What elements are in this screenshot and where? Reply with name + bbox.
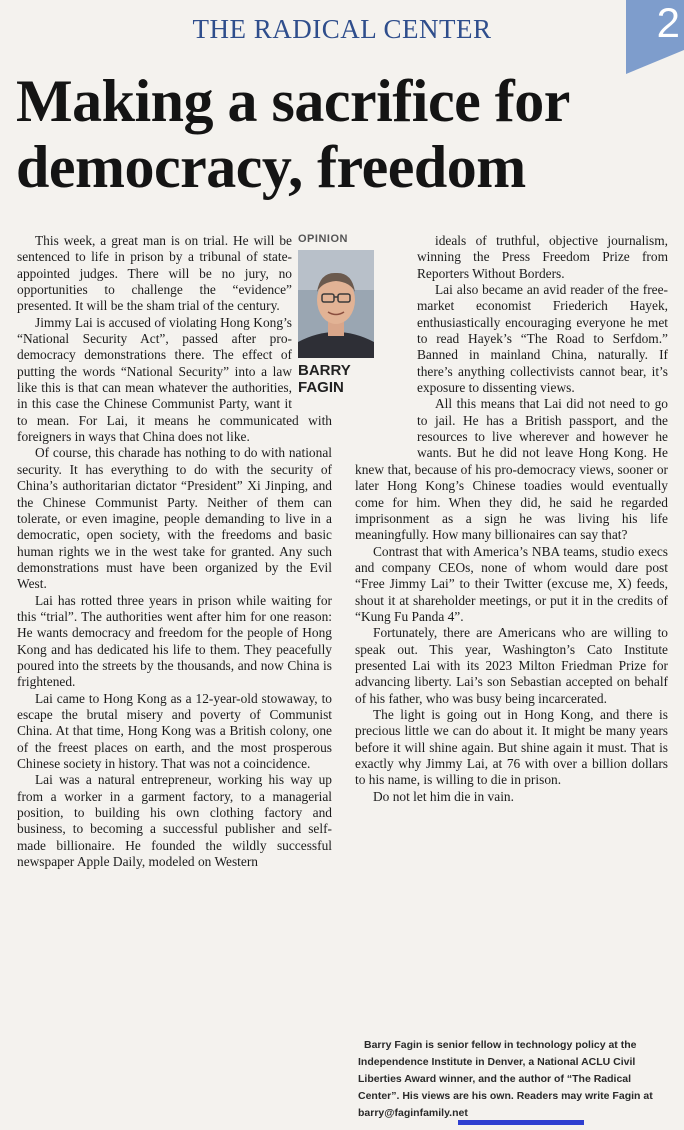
paragraph: All this means that Lai did not need to go to jail. He has a British passport, and the resources to live wherever and however he wants. But he did not leave Hong Kong. He knew that, because of his pro-democracy views, sooner or later Hong Kong’s Chinese toadies would eventually come for him. When they did, he said he regarded imprisonment as a sign he was living his life meaningfully. How many billionaires can say that? bbox=[355, 396, 668, 543]
author-email-link[interactable]: barry@faginfamily.net bbox=[358, 1107, 468, 1119]
page-number: 2 bbox=[656, 0, 680, 46]
paragraph: Of course, this charade has nothing to do with national security. It has everything to do with the security of China’s authoritarian dictator “President” Xi Jinping, and the Chinese Communist Party. Neither of them can tolerate, or even imagine, people demanding to live in a democratic, open society, with the freedoms and basic human rights we in the west take for granted. Any such demonstrations must have been organized by the Evil West. bbox=[17, 445, 332, 592]
headline: Making a sacrifice for democracy, freedom bbox=[16, 68, 569, 200]
photo-wrap-spacer bbox=[355, 233, 417, 446]
email-underline bbox=[458, 1120, 584, 1125]
author-last-name: FAGIN bbox=[298, 379, 344, 396]
paragraph: Lai has rotted three years in prison while waiting for this “trial”. The authorities went after him for one reason: He wants democracy and freedom for the people of Hong Kong and has dedicated his life to them. They peacefully poured into the streets by the thousands, and now China is frightened. bbox=[17, 592, 332, 690]
paragraph: Fortunately, there are Americans who are willing to speak out. This year, Washington’s Cato Institute presented Lai with its 2023 Milton Friedman Prize for advancing liberty. Lai’s son Sebastian accepted on behalf of his father, who was busy being incarcerated. bbox=[355, 625, 668, 706]
paragraph: This week, a great man is on trial. He will be sentenced to life in prison by a tribunal of state-appointed judges. There will be no jury, no opportunities to challenge the “evidence” presented. It will be the sham trial of the century. bbox=[17, 233, 292, 314]
author-bio bbox=[358, 1037, 668, 1122]
author-bio-text: Barry Fagin is senior fellow in technology policy at the Independence Institute in Denver, a National ACLU Civil Liberties Award winner, and the author of “The Radical Center”. His views are his own. Readers may write Fagin at bbox=[358, 1039, 653, 1102]
paragraph: The light is going out in Hong Kong, and there is precious little we can do about it. It might be many years before it will shine again. But shine again it must. That is exactly why Jimmy Lai, at 76 with over a billion dollars to his name, is willing to die in prison. bbox=[355, 706, 668, 788]
author-first-name: BARRY bbox=[298, 362, 351, 379]
paragraph: Lai also became an avid reader of the free-market economist Friederich Hayek, enthusiastically encouraging everyone he met to read Hayek’s “The Road to Serfdom.” Banned in mainland China, naturally. If there’s anything collectivists cannot bear, it’s exposure to dissenting views. bbox=[417, 282, 668, 396]
paragraph: ideals of truthful, objective journalism, winning the Press Freedom Prize from Reporters Without Borders. bbox=[417, 233, 668, 281]
paragraph: Lai came to Hong Kong as a 12-year-old stowaway, to escape the brutal misery and poverty of Communist China. At that time, Hong Kong was a British colony, one of the freest places on earth, and the most prosperous Chinese society in history. That was not a coincidence. bbox=[17, 690, 332, 771]
paragraph: Contrast that with America’s NBA teams, studio execs and company CEOs, none of whom would dare post “Free Jimmy Lai” to their Twitter (excuse me, X) feeds, shout it at shareholder meetings, or put it in the credits of “Kung Fu Panda 4”. bbox=[355, 543, 668, 624]
column-head: THE RADICAL CENTER bbox=[192, 14, 492, 44]
opinion-label: OPINION bbox=[298, 233, 348, 245]
paragraph: Do not let him die in vain. bbox=[373, 788, 514, 804]
paragraph: Lai was a natural entrepreneur, working his way up from a worker in a garment factory, to a managerial position, to building his own clothing factory and business, to becoming a successful publisher and self-made billionaire. He founded the wildly successful newspaper Apple Daily, modeled on Western bbox=[17, 772, 332, 870]
article-column-2 bbox=[355, 233, 668, 805]
article-column-1 bbox=[17, 233, 332, 870]
paragraph: Jimmy Lai is accused of violating Hong Kong’s “National Security Act”, passed after pro-democracy demonstrations there. The effect of putting the words “National Security” into a law like this is that can mean whatever the authorities, in this case the Chinese Communist Party, want it to mean. For Lai, it means he communicated with foreigners in ways that China does not like. bbox=[17, 314, 332, 445]
